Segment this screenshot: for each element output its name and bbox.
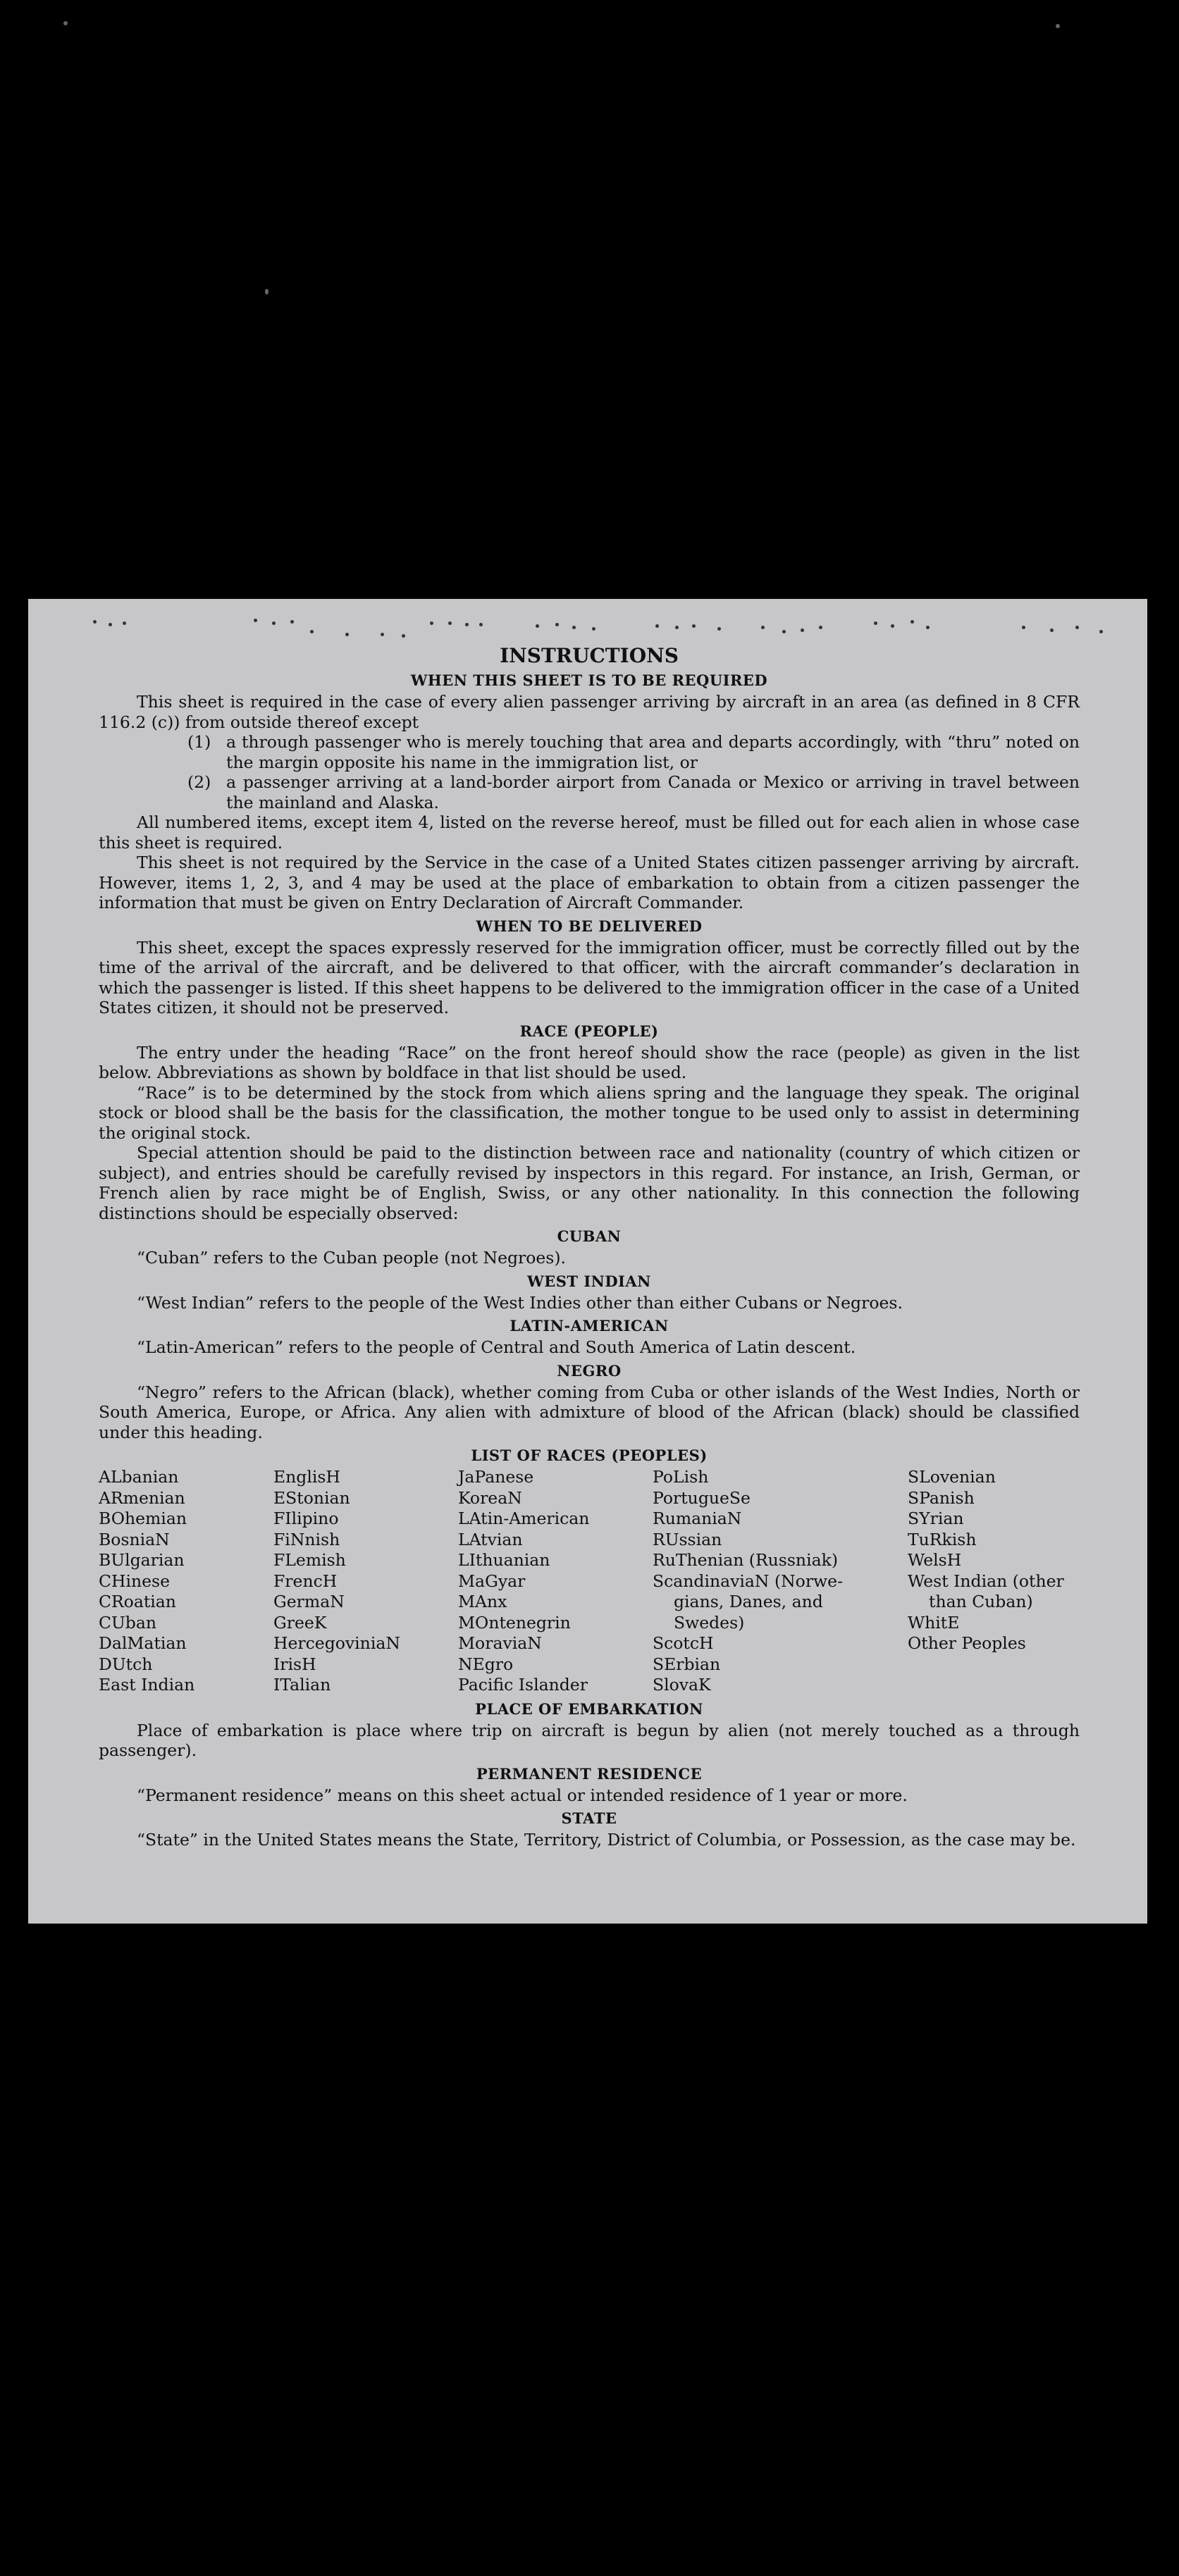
race-column <box>99 1467 273 1696</box>
paragraph: The entry under the heading “Race” on the front hereof should show the race (people) as given in the list below. Abbreviations as shown by boldface in that list should be used. <box>99 1042 1080 1082</box>
paragraph: Special attention should be paid to the distinction between race and nationality (country of which citizen or subject), and entries should be carefully revised by inspectors in this regard. For instance, an Irish, German, or French alien by race might be of English, Swiss, or any other nationality. In this connection the following distinctions should be especially observed: <box>99 1143 1080 1223</box>
race-entry: East Indian <box>99 1675 195 1695</box>
item-text: a passenger arriving at a land-border airport from Canada or Mexico or arriving in travel between the mainland and Alaska. <box>226 772 1080 812</box>
race-entry: LAtin-American <box>458 1509 590 1528</box>
race-entry: PoLish <box>653 1467 709 1487</box>
race-entry: LAtvian <box>458 1529 523 1549</box>
race-entry: SlovaK <box>653 1675 711 1695</box>
race-entry: EnglisH <box>273 1467 340 1487</box>
race-column <box>458 1467 653 1696</box>
race-entry: Pacific Islander <box>458 1675 588 1695</box>
paragraph: This sheet is required in the case of every alien passenger arriving by aircraft in an area (as defined in 8 CFR 116.2 (c)) from outside thereof except <box>99 692 1080 732</box>
race-list <box>99 1467 1080 1696</box>
race-entry: FLemish <box>273 1550 346 1570</box>
film-speck <box>63 21 68 25</box>
race-entry: ITalian <box>273 1675 331 1695</box>
race-entry: SYrian <box>908 1509 964 1528</box>
paragraph: This sheet is not required by the Service in the case of a United States citizen passenger arriving by aircraft. However, items 1, 2, 3, and 4 may be used at the place of embarkation to obtain from a citizen passenger the information that must be given on Entry Declaration of Aircraft Commander. <box>99 853 1080 912</box>
race-entry: KoreaN <box>458 1487 522 1508</box>
race-entry: West Indian (other <box>908 1571 1064 1591</box>
race-entry: ALbanian <box>99 1467 179 1487</box>
paragraph: Place of embarkation is place where trip on aircraft is begun by alien (not merely touched as a through passenger). <box>99 1720 1080 1760</box>
race-entry: MoraviaN <box>458 1633 542 1653</box>
race-entry: BosniaN <box>99 1529 170 1549</box>
race-entry: EStonian <box>273 1487 350 1508</box>
race-column <box>908 1467 1080 1696</box>
race-entry: RuThenian (Russniak) <box>653 1550 838 1570</box>
race-entry: BUlgarian <box>99 1550 185 1570</box>
film-speck <box>265 289 268 295</box>
paragraph: “Race” is to be determined by the stock from which aliens spring and the language they speak. The original stock or blood shall be the basis for the classification, the mother tongue to be used only to assist in determining the original stock. <box>99 1082 1080 1143</box>
race-entry: FrencH <box>273 1571 338 1591</box>
race-entry: DalMatian <box>99 1633 187 1653</box>
race-entry: MaGyar <box>458 1571 526 1591</box>
section-heading: STATE <box>561 1809 617 1827</box>
definition: “Latin-American” refers to the people of Central and South America of Latin descent. <box>137 1337 856 1357</box>
race-column <box>273 1467 458 1696</box>
race-entry: JaPanese <box>458 1467 534 1487</box>
perforation-dots <box>49 616 1126 644</box>
paragraph: This sheet, except the spaces expressly reserved for the immigration officer, must be correctly filled out by the time of the arrival of the aircraft, and be delivered to that officer, with the aircraft commander’s declaration in which the passenger is listed. If this sheet happens to be delivered to the immigration officer in the case of a United States citizen, it should not be preserved. <box>99 937 1080 1017</box>
race-entry: RumaniaN <box>653 1509 742 1528</box>
race-entry: SLovenian <box>908 1467 996 1487</box>
definition: “Negro” refers to the African (black), whether coming from Cuba or other islands of the West Indies, North or South America, Europe, or Africa. Any alien with admixture of blood of the African (black) should be classified under this heading. <box>99 1382 1080 1442</box>
race-entry: FiNnish <box>273 1529 340 1549</box>
race-entry: MOntenegrin <box>458 1612 571 1633</box>
section-heading: LIST OF RACES (PEOPLES) <box>471 1447 708 1464</box>
section-heading: PLACE OF EMBARKATION <box>475 1699 703 1718</box>
race-entry: gians, Danes, and <box>674 1592 823 1611</box>
section-heading: WHEN THIS SHEET IS TO BE REQUIRED <box>410 671 768 689</box>
definition: “Cuban” refers to the Cuban people (not Negroes). <box>137 1248 567 1268</box>
section-heading: WEST INDIAN <box>527 1272 651 1290</box>
race-entry: CUban <box>99 1612 156 1633</box>
race-entry: NEgro <box>458 1654 514 1674</box>
race-entry: Other Peoples <box>908 1633 1026 1653</box>
race-entry: WhitE <box>908 1612 960 1633</box>
race-entry: GermaN <box>273 1592 345 1611</box>
paragraph: “Permanent residence” means on this sheet actual or intended residence of 1 year or more. <box>137 1785 908 1805</box>
race-entry: LIthuanian <box>458 1550 550 1570</box>
race-entry: Swedes) <box>674 1612 745 1633</box>
list-item <box>187 732 1080 772</box>
item-text: a through passenger who is merely touching that area and departs accordingly, with “thru” noted on the margin opposite his name in the immigration list, or <box>226 732 1080 772</box>
race-entry: TuRkish <box>908 1529 977 1549</box>
race-entry: GreeK <box>273 1612 327 1633</box>
race-entry: MAnx <box>458 1592 507 1611</box>
race-entry: FIlipino <box>273 1509 339 1528</box>
race-entry: than Cuban) <box>929 1592 1033 1611</box>
section-heading: NEGRO <box>557 1361 622 1380</box>
race-entry: SPanish <box>908 1487 975 1508</box>
section-heading: LATIN-AMERICAN <box>510 1317 669 1335</box>
race-entry: IrisH <box>273 1654 316 1674</box>
section-heading: WHEN TO BE DELIVERED <box>476 917 703 935</box>
section-heading: CUBAN <box>557 1227 622 1245</box>
race-entry: DUtch <box>99 1654 153 1674</box>
page-title: INSTRUCTIONS <box>500 644 679 667</box>
race-entry: ScotcH <box>653 1633 714 1653</box>
race-entry: SErbian <box>653 1654 721 1674</box>
item-number: (1) <box>187 732 211 752</box>
race-entry: BOhemian <box>99 1509 187 1528</box>
race-entry: HercegoviniaN <box>273 1633 400 1653</box>
list-item <box>187 772 1080 812</box>
item-number: (2) <box>187 772 211 792</box>
film-speck <box>1056 24 1060 28</box>
section-heading: RACE (PEOPLE) <box>519 1022 659 1040</box>
definition: “West Indian” refers to the people of the West Indies other than either Cubans or Negroes. <box>137 1292 903 1313</box>
race-entry: CHinese <box>99 1571 170 1591</box>
race-entry: CRoatian <box>99 1592 176 1611</box>
race-entry: WelsH <box>908 1550 962 1570</box>
race-entry: ScandinaviaN (Norwe- <box>653 1571 844 1591</box>
paragraph: All numbered items, except item 4, listed on the reverse hereof, must be filled out for each alien in whose case this sheet is required. <box>99 812 1080 853</box>
section-heading: PERMANENT RESIDENCE <box>476 1764 703 1783</box>
race-entry: PortugueSe <box>653 1487 751 1508</box>
race-column <box>653 1467 908 1696</box>
instruction-sheet <box>28 599 1147 1924</box>
race-entry: ARmenian <box>99 1487 185 1508</box>
race-entry: RUssian <box>653 1529 722 1549</box>
paragraph: “State” in the United States means the State, Territory, District of Columbia, or Possession, as the case may be. <box>137 1830 1076 1850</box>
